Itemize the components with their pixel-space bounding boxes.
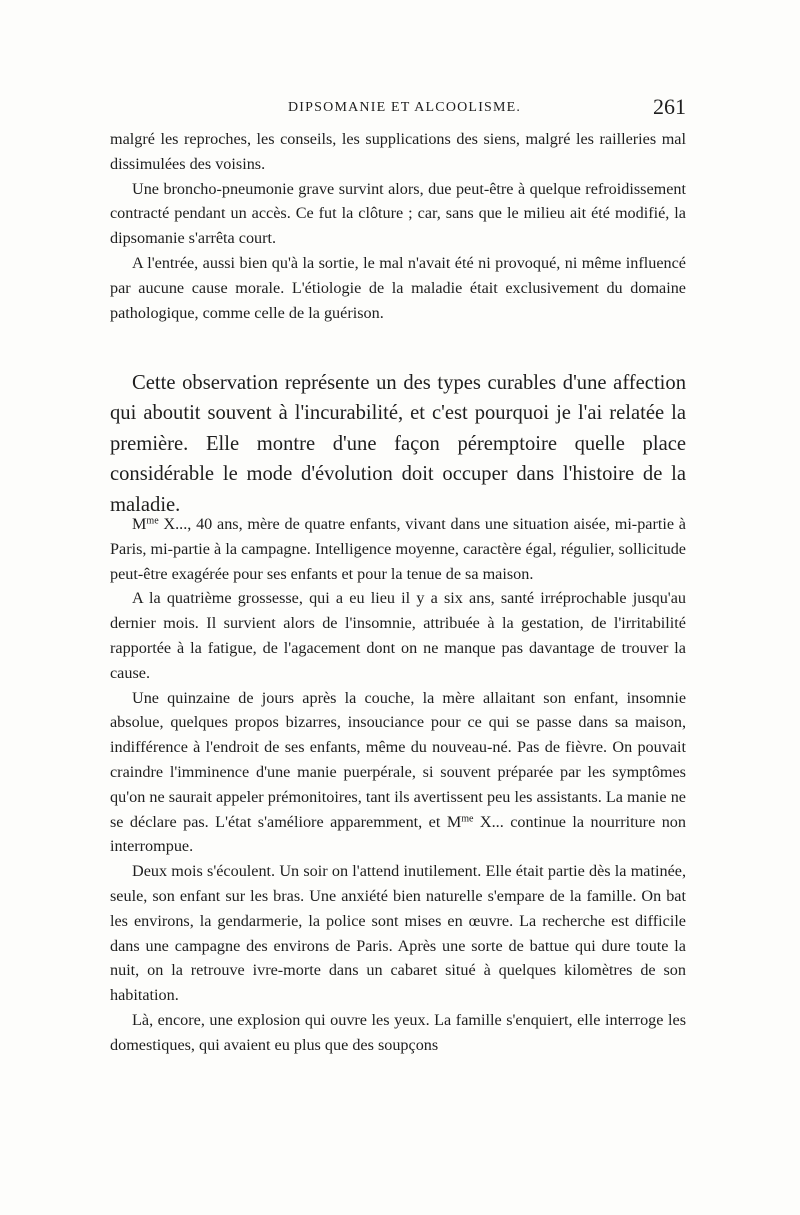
paragraph: Deux mois s'écoulent. Un soir on l'attend inutilement. Elle était partie dès la matinée, seule, son enfant sur les bras. Une anxiété bien naturelle s'empare de la famille. On bat les environs, la gendarmerie, la police sont mises en œuvre. La recherche est difficile dans une campagne des environs de Paris. Après une sorte de battue qui dure toute la nuit, on la retrouve ivre-morte dans un cabaret situé à quelques kilomètres de son habitation. xyxy=(110,862,686,1005)
paragraph: Cette observation représente un des types curables d'une affection qui aboutit souvent à l'incurabilité, et c'est pourquoi je l'ai relatée la première. Elle montre d'une façon péremptoire quelle place considérable le mode d'évolution doit occuper dans l'histoire de la maladie. xyxy=(110,372,686,516)
paragraph: A l'entrée, aussi bien qu'à la sortie, le mal n'avait été ni provoqué, ni même influencé par aucune cause morale. L'étiologie de la maladie était exclusivement du domaine pathologique, comme celle de la guérison. xyxy=(110,253,686,322)
honorific: $M^{me}$ xyxy=(132,515,159,533)
case-ending-text xyxy=(110,127,686,325)
page-number: 261 xyxy=(653,94,686,119)
paragraph: malgré les reproches, les conseils, les supplications des siens, malgré les railleries mal dissimulées des voisins. xyxy=(110,130,686,173)
paragraph: A la quatrième grossesse, qui a eu lieu il y a six ans, santé irréprochable jusqu'au dernier mois. Il survient alors de l'insomnie, attribuée à la gestation, de l'irritabilité rapportée à la fatigue, de l'agacement dont on ne manque pas davantage de trouver la cause. xyxy=(110,589,686,682)
running-title: DIPSOMANIE ET ALCOOLISME. xyxy=(288,100,522,115)
paragraph: Une broncho-pneumonie grave survint alors, due peut-être à quelque refroidissement contracté pendant un accès. Ce fut la clôture ; car, sans que le milieu ait été modifié, la dipsomanie s'arrêta court. xyxy=(110,179,686,248)
paragraph: Une quinzaine de jours après la couche, la mère allaitant son enfant, insomnie absolue, quelques propos bizarres, insouciance pour ce qui se passe dans sa maison, indifférence à l'endroit de ses enfants, même du nouveau-né. Pas de fièvre. On pouvait craindre l'imminence d'une manie puerpérale, si souvent préparée par les symptômes qu'on ne saurait appeler prémonitoires, tant ils avertissent peu les assistants. La manie ne se déclare pas. L'état s'améliore apparemment, et $M^{me}$ X... continue la nourriture non interrompue. xyxy=(110,688,686,856)
honorific: $M^{me}$ xyxy=(446,812,474,831)
paragraph: $M^{me}$ X..., 40 ans, mère de quatre enfants, vivant dans une situation aisée, mi-partie à Paris, mi-partie à la campagne. Intelligence moyenne, caractère égal, régulier, sollicitude peut-être exagérée pour ses enfants et pour la tenue de sa maison. xyxy=(110,515,686,583)
running-head xyxy=(110,94,686,124)
paragraph: Là, encore, une explosion qui ouvre les yeux. La famille s'enquiert, elle interroge les domestiques, qui avaient eu plus que des soupçons xyxy=(110,1010,686,1054)
case-observation-text xyxy=(110,512,686,1058)
commentary-text xyxy=(110,368,686,520)
